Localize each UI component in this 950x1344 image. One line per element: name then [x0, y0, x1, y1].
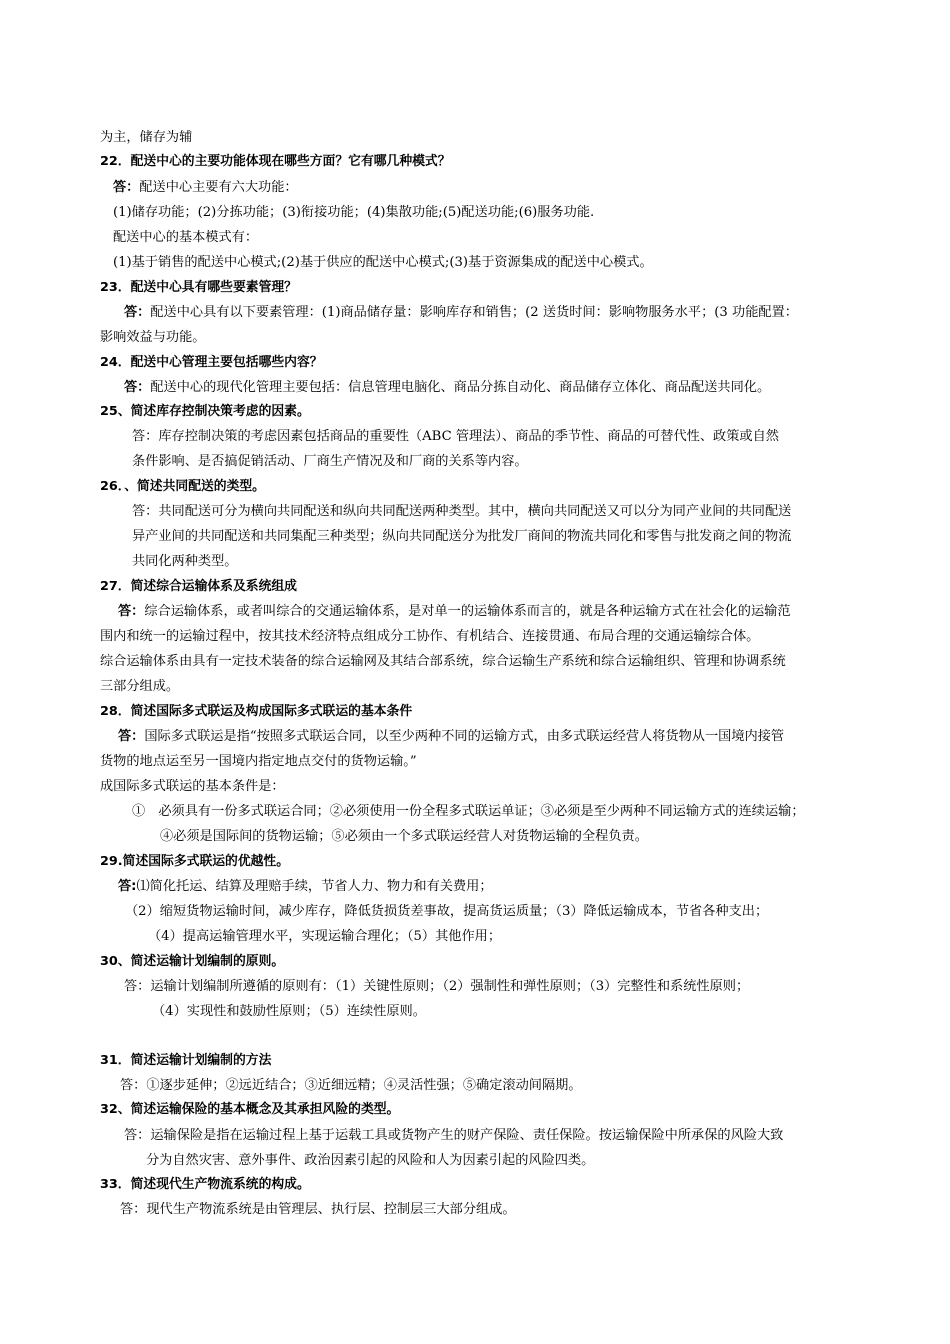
text-line: （4）实现性和鼓励性原则；（5）连续性原则。 [152, 1004, 426, 1019]
question-23: 23．配送中心具有哪些要素管理？ [100, 280, 297, 295]
answer-text: 配送中心具有以下要素管理：(1)商品储存量：影响库存和销售；(2 送货时间：影响物服务水平；(3 功能配置： [150, 305, 798, 320]
text-line: 成国际多式联运的基本条件是： [100, 779, 285, 794]
question-25: 25、简述库存控制决策考虑的因素。 [100, 404, 310, 419]
text-line: （4）提高运输管理水平，实现运输合理化；（5）其他作用； [148, 929, 502, 944]
text-line: 影响效益与功能。 [100, 330, 206, 345]
question-29: 29.简述国际多式联运的优越性。 [100, 854, 290, 869]
answer-22 [0, 178, 950, 198]
question-28: 28．简述国际多式联运及构成国际多式联运的基本条件 [100, 704, 413, 719]
question-32: 32、简述运输保险的基本概念及其承担风险的类型。 [100, 1102, 400, 1117]
question-24: 24．配送中心管理主要包括哪些内容？ [100, 355, 323, 370]
answer-label: 答： [118, 729, 145, 744]
text-line: （2）缩短货物运输时间，减少库存，降低货损货差事故，提高货运质量；（3）降低运输成本，节省各种支出； [125, 904, 769, 919]
text-line: ① 必须具有一份多式联运合同；②必须使用一份全程多式联运单证；③必须是至少两种不同运输方式的连续运输； [132, 804, 805, 819]
answer-text: 配送中心主要有六大功能： [139, 180, 298, 195]
text-line: 答：运输计划编制所遵循的原则有：（1）关键性原则；（2）强制性和弹性原则；（3）完整性和系统性原则； [124, 979, 750, 994]
text-line: 综合运输体系由具有一定技术装备的综合运输网及其结合部系统，综合运输生产系统和综合运输组织、管理和协调系统 [100, 654, 786, 669]
question-31: 31．简述运输计划编制的方法 [100, 1053, 272, 1068]
question-27: 27．简述综合运输体系及系统组成 [100, 579, 297, 594]
text-line: 围内和统一的运输过程中，按其技术经济特点组成分工协作、有机结合、连接贯通、布局合理的交通运输综合体。 [100, 629, 760, 644]
answer-label: 答： [124, 305, 151, 320]
answer-24 [0, 378, 950, 398]
answer-label: 答： [113, 180, 140, 195]
answer-text: 综合运输体系，或者叫综合的交通运输体系，是对单一的运输体系而言的，就是各种运输方式在社会化的运输范 [144, 604, 791, 619]
text-line: (1)储存功能；(2)分拣功能；(3)衔接功能；(4)集散功能;(5)配送功能;(6)服务功能. [113, 205, 595, 220]
text-line: ④必须是国际间的货物运输；⑤必须由一个多式联运经营人对货物运输的全程负责。 [160, 829, 648, 844]
text-line: 答：运输保险是指在运输过程上基于运载工具或货物产生的财产保险、责任保险。按运输保险中所承保的风险大致 [124, 1128, 784, 1143]
answer-label: 答： [118, 604, 145, 619]
text-line: (1)基于销售的配送中心模式;(2)基于供应的配送中心模式;(3)基于资源集成的配送中心模式。 [113, 255, 653, 270]
answer-label: 答： [124, 380, 151, 395]
answer-text: 配送中心的现代化管理主要包括：信息管理电脑化、商品分拣自动化、商品储存立体化、商品配送共同化。 [150, 380, 771, 395]
text-line: 分为自然灾害、意外事件、政治因素引起的风险和人为因素引起的风险四类。 [146, 1153, 595, 1168]
text-line: 货物的地点运至另一国境内指定地点交付的货物运输。” [100, 754, 417, 769]
text-line: 为主，储存为辅 [100, 130, 193, 145]
answer-28 [0, 727, 950, 747]
answer-text: ⑴简化托运、结算及理赔手续，节省人力、物力和有关费用； [136, 879, 493, 894]
answer-27 [0, 602, 950, 622]
text-line: 答：共同配送可分为横向共同配送和纵向共同配送两种类型。其中，横向共同配送又可以分为同产业间的共同配送 [132, 504, 792, 519]
answer-29 [0, 877, 950, 897]
answer-text: 国际多式联运是指“按照多式联运合同，以至少两种不同的运输方式，由多式联运经营人将货物从一国境内接管 [144, 729, 785, 744]
text-line: 答：现代生产物流系统是由管理层、执行层、控制层三大部分组成。 [120, 1202, 516, 1217]
answer-23 [0, 303, 950, 323]
text-line: 配送中心的基本模式有： [113, 230, 259, 245]
question-30: 30、简述运输计划编制的原则。 [100, 954, 285, 969]
question-26: 26．、简述共同配送的类型。 [100, 479, 265, 494]
text-line: 三部分组成。 [100, 679, 180, 694]
question-33: 33．简述现代生产物流系统的构成。 [100, 1177, 310, 1192]
text-line: 共同化两种类型。 [132, 554, 238, 569]
answer-label: 答: [118, 879, 137, 894]
text-line: 答：①逐步延伸；②远近结合；③近细远精；④灵活性强；⑤确定滚动间隔期。 [120, 1078, 582, 1093]
text-line: 异产业间的共同配送和共同集配三种类型；纵向共同配送分为批发厂商间的物流共同化和零售与批发商之间的物流 [132, 529, 792, 544]
text-line: 答：库存控制决策的考虑因素包括商品的重要性（ABC 管理法）、商品的季节性、商品的可替代性、政策或自然 [132, 429, 779, 444]
question-22: 22．配送中心的主要功能体现在哪些方面？它有哪几种模式？ [100, 154, 451, 169]
text-line: 条件影响、是否搞促销活动、厂商生产情况及和厂商的关系等内容。 [132, 454, 528, 469]
